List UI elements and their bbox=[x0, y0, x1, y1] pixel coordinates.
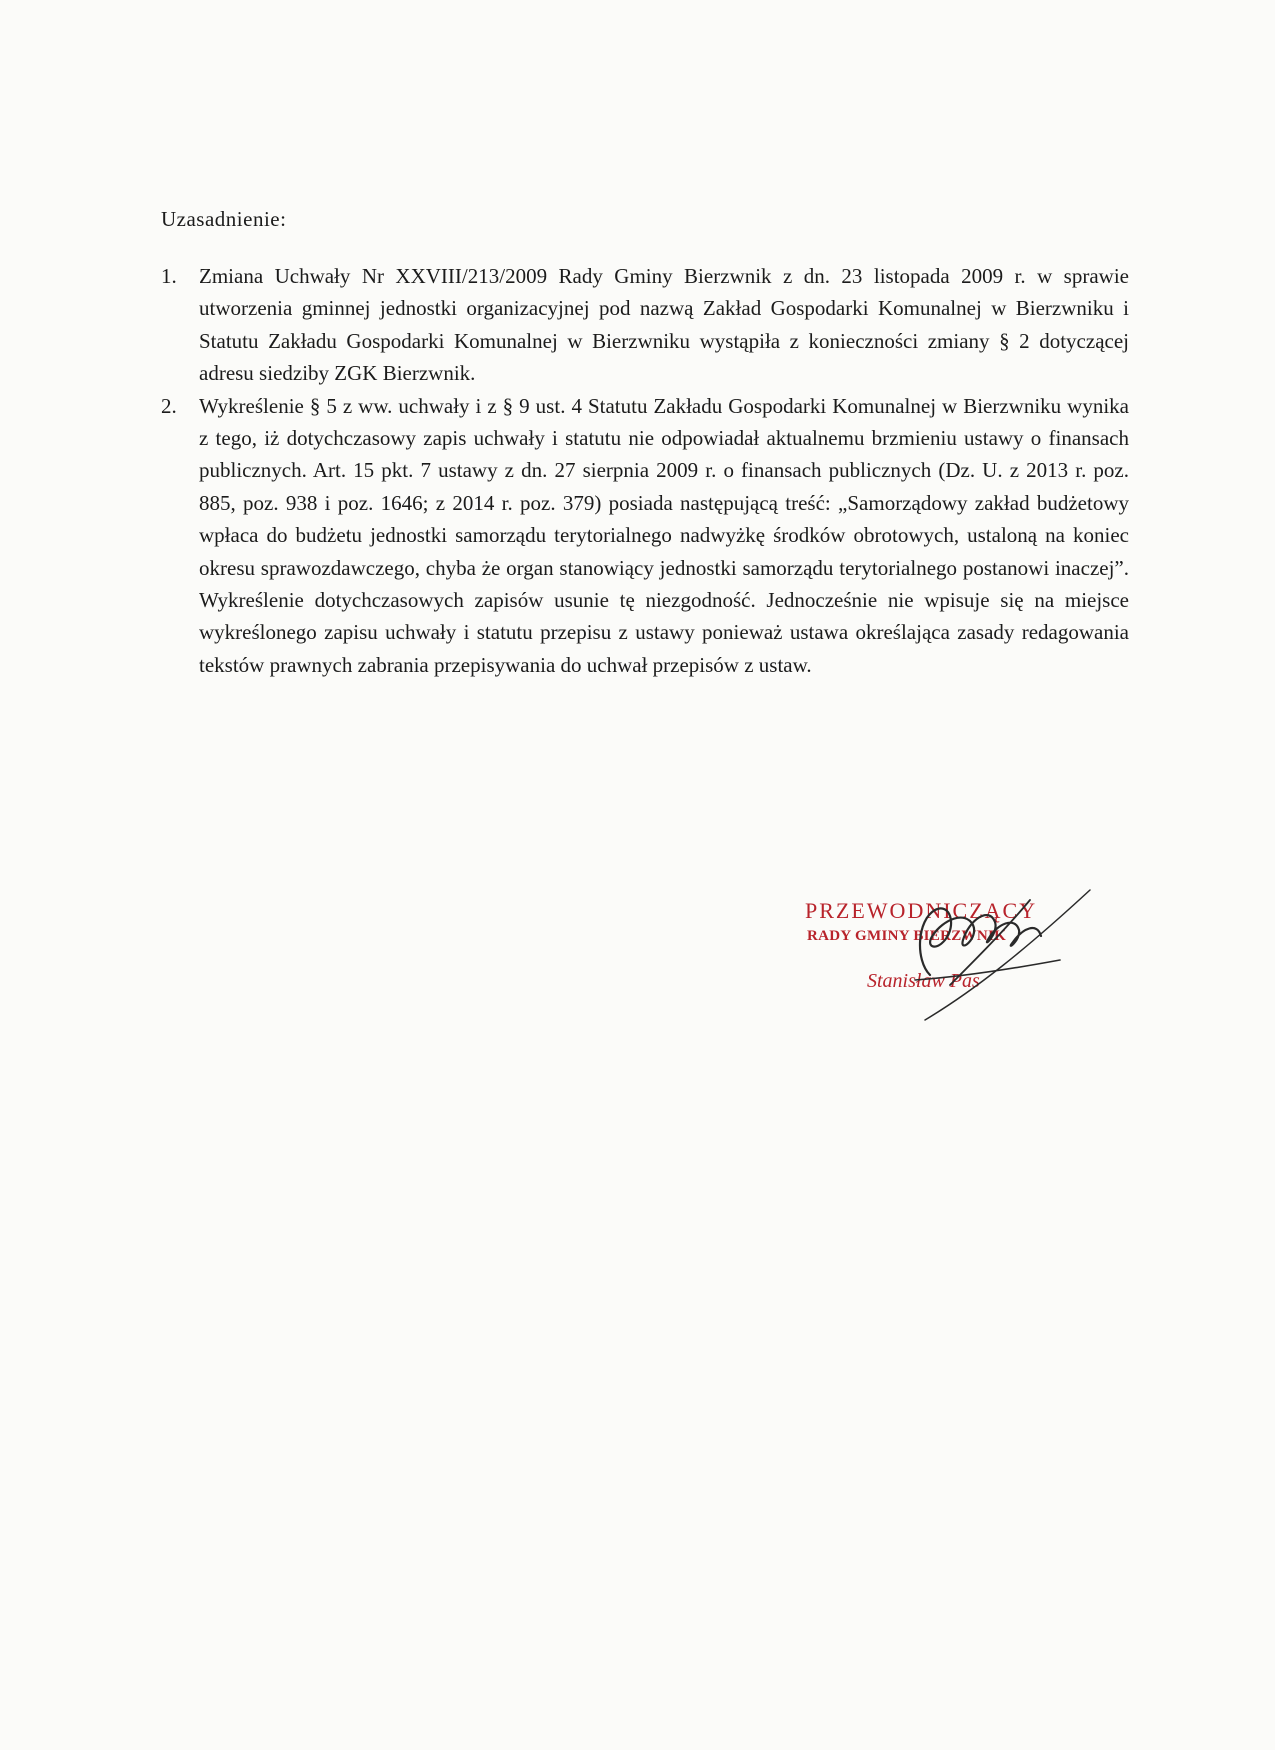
justification-point-1 bbox=[161, 260, 1129, 390]
point-number: 1. bbox=[161, 264, 177, 288]
stamp-name: Stanisław Pas bbox=[867, 970, 980, 992]
point-text: Wykreślenie § 5 z ww. uchwały i z § 9 ust. 4 Statutu Zakładu Gospodarki Komunalnej w Bierzwniku wynika z tego, iż dotychczasowy zapis uchwały i statutu nie odpowiadał aktualnemu brzmieniu ustawy o finansach publicznych. Art. 15 pkt. 7 ustawy z dn. 27 sierpnia 2009 r. o finansach publicznych (Dz. U. z 2013 r. poz. 885, poz. 938 i poz. 1646; z 2014 r. poz. 379) posiada następującą treść: „Samorządowy zakład budżetowy wpłaca do budżetu jednostki samorządu terytorialnego nadwyżkę środków obrotowych, ustaloną na koniec okresu sprawozdawczego, chyba że organ stanowiący jednostki samorządu terytorialnego postanowi inaczej”. Wykreślenie dotychczasowych zapisów usunie tę niezgodność. Jednocześnie nie wpisuje się na miejsce wykreślonego zapisu uchwały i statutu przepisu z ustawy ponieważ ustawa określająca zasady redagowania tekstów prawnych zabrania przepisywania do uchwał przepisów z ustaw. bbox=[199, 393, 1129, 677]
point-text: Zmiana Uchwały Nr XXVIII/213/2009 Rady Gminy Bierzwnik z dn. 23 listopada 2009 r. w sprawie utworzenia gminnej jednostki organizacyjnej pod nazwą Zakład Gospodarki Komunalnej w Bierzwniku i Statutu Zakładu Gospodarki Komunalnej w Bierzwniku wystąpiła z konieczności zmiany § 2 dotyczącej adresu siedziby ZGK Bierzwnik. bbox=[199, 264, 1129, 386]
point-number: 2. bbox=[161, 393, 177, 418]
justification-point-2 bbox=[161, 390, 1129, 682]
handwritten-signature bbox=[855, 880, 1115, 1030]
stamp-council: RADY GMINY BIERZWNIK bbox=[807, 928, 1007, 944]
stamp-title: PRZEWODNICZĄCY bbox=[805, 898, 1038, 923]
document-heading: Uzasadnienie: bbox=[161, 207, 287, 231]
justification-list bbox=[161, 260, 1129, 681]
